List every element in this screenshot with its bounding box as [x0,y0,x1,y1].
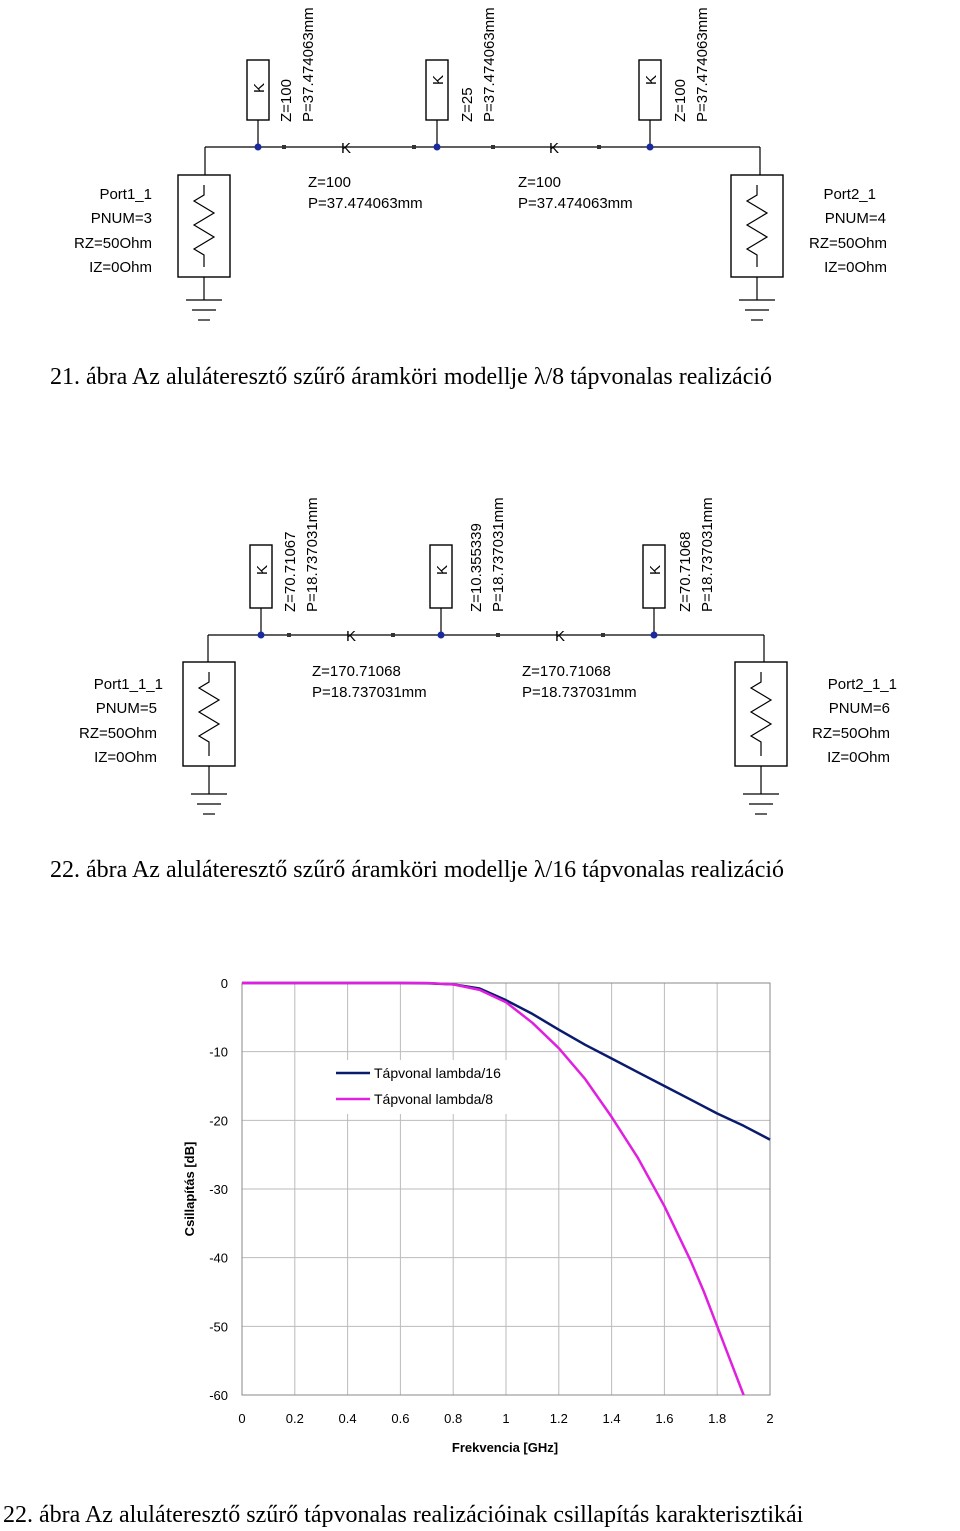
x-tick-label: 2 [766,1411,774,1426]
port-left [183,662,235,814]
x-tick-label: 1.6 [655,1411,674,1426]
stub-3-z: Z=70.71068 [677,531,694,612]
y-tick-label: -10 [209,1044,228,1060]
y-tick-label: -20 [209,1113,228,1129]
x-tick-label: 0.2 [285,1411,304,1426]
y-tick-label: -40 [209,1250,228,1266]
port-left-iz: IZ=0Ohm [89,259,152,276]
stub-3 [639,60,661,151]
series-1-z: Z=100 [308,174,351,191]
x-tick-label: 0.6 [391,1411,410,1426]
stub-2 [426,60,448,151]
stub-1 [250,545,272,639]
series-1-z: Z=170.71068 [312,663,401,680]
series-2-p: P=18.737031mm [522,684,637,701]
port-left-iz: IZ=0Ohm [94,749,157,766]
x-tick-label: 1.2 [549,1411,568,1426]
stub-1-p: P=18.737031mm [304,497,321,612]
port-left-name: Port1_1_1 [93,676,163,693]
y-tick-label: 0 [220,976,228,991]
stub-2-z: Z=10.355339 [468,523,485,612]
stub-1-k: K [251,82,268,94]
series-2-k: K [549,140,560,157]
stub-1 [247,60,269,151]
x-tick-label: 1.8 [708,1411,727,1426]
stub-2 [430,545,452,639]
series-1-k: K [346,628,357,645]
figure-23-caption: 22. ábra Az aluláteresztő szűrő tápvonalas realizációinak csillapítás karakterisztikái [3,1502,804,1528]
x-tick-label: 0.4 [338,1411,357,1426]
port-right-pnum: PNUM=6 [828,700,890,717]
legend-label-lambda16: Tápvonal lambda/16 [374,1065,501,1081]
x-tick-label: 0 [238,1411,246,1426]
stub-3-z: Z=100 [672,79,689,122]
series-1-k: K [341,140,352,157]
legend [330,1060,520,1114]
stub-1-k: K [254,564,271,576]
port-right-rz: RZ=50Ohm [809,235,887,252]
port-right [735,662,787,814]
x-axis-label: Frekvencia [GHz] [451,1440,559,1455]
stub-1-z: Z=100 [278,79,295,122]
series-2-z: Z=170.71068 [522,663,611,680]
y-tick-label: -30 [209,1182,228,1197]
stub-3-p: P=18.737031mm [699,497,716,612]
port-left-pnum: PNUM=3 [90,210,152,227]
y-tick-labels [209,976,228,1403]
x-tick-label: 0.8 [444,1411,463,1426]
legend-label-lambda8: Tápvonal lambda/8 [374,1091,494,1107]
port-left-name: Port1_1 [99,186,152,203]
y-tick-label: -60 [209,1388,228,1403]
series-1-p: P=18.737031mm [312,684,427,701]
stub-2-k: K [434,564,451,576]
stub-2-p: P=37.474063mm [481,7,498,122]
series-2-k: K [555,628,566,645]
stub-3-k: K [647,564,664,576]
stub-1-z: Z=70.71067 [282,531,299,612]
figure-22-caption: 22. ábra Az aluláteresztő szűrő áramköri modellje λ/16 tápvonalas realizáció [50,857,785,883]
stub-3-p: P=37.474063mm [694,7,711,122]
x-tick-label: 1.4 [602,1411,621,1426]
series-2-z: Z=100 [518,174,561,191]
port-right-rz: RZ=50Ohm [812,725,890,742]
port-left-pnum: PNUM=5 [95,700,157,717]
x-tick-labels [238,1411,773,1426]
figure-22-schematic [79,497,897,814]
port-right-pnum: PNUM=4 [824,210,886,227]
stub-2-z: Z=25 [459,87,476,122]
figure-21-caption: 21. ábra Az aluláteresztő szűrő áramköri modellje λ/8 tápvonalas realizáció [50,364,773,390]
stub-3 [643,545,665,639]
stub-2-k: K [430,74,447,86]
port-right-name: Port2_1 [823,186,876,203]
chart-grid [242,983,770,1395]
port-left [178,175,230,320]
stub-3-k: K [643,74,660,86]
attenuation-chart [182,976,774,1455]
y-tick-label: -50 [209,1319,228,1335]
x-tick-label: 1 [502,1411,510,1426]
series-2-p: P=37.474063mm [518,195,633,212]
port-right-iz: IZ=0Ohm [824,259,887,276]
y-axis-label: Csillapítás [dB] [182,1141,197,1237]
port-right-iz: IZ=0Ohm [827,749,890,766]
stub-1-p: P=37.474063mm [300,7,317,122]
series-1-p: P=37.474063mm [308,195,423,212]
port-left-rz: RZ=50Ohm [74,235,152,252]
stub-2-p: P=18.737031mm [490,497,507,612]
port-right-name: Port2_1_1 [827,676,897,693]
figure-21-schematic [74,7,887,320]
port-right [731,175,783,320]
port-left-rz: RZ=50Ohm [79,725,157,742]
